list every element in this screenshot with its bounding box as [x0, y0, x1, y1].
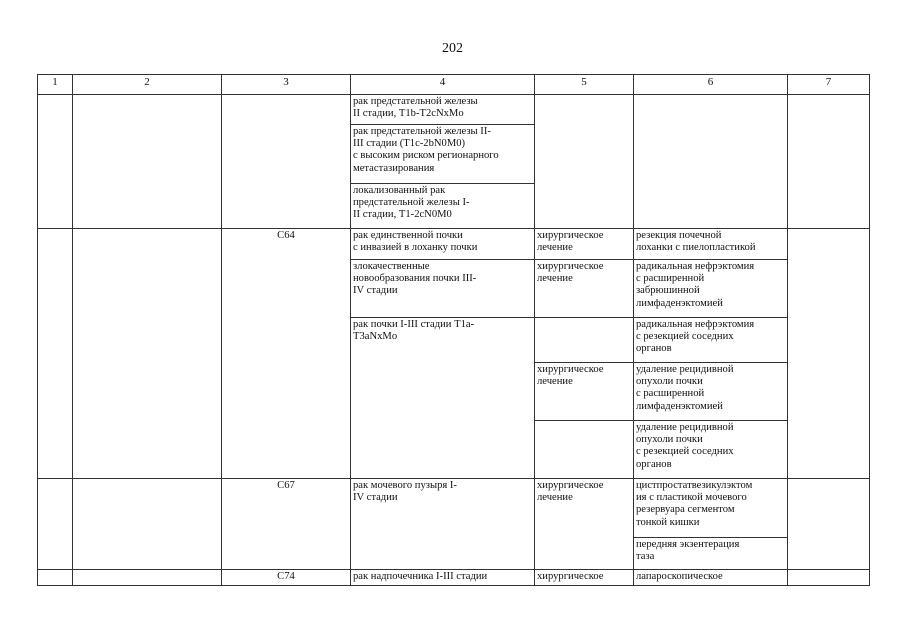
code-cell: C67	[222, 479, 351, 570]
cell-empty	[535, 95, 634, 229]
diagnosis-cell: рак предстательной железы II- III стадии (T1c-2bN0M0) с высоким риском регионарного метастазирования	[351, 125, 535, 184]
col-header-6: 6	[634, 75, 788, 95]
table-row	[38, 479, 870, 538]
cell-empty	[38, 479, 73, 570]
method-cell: цистпростатвезикулэктом ия с пластикой мочевого резервуара сегментом тонкой кишки	[634, 479, 788, 538]
treatment-type-cell: хирургическое	[535, 570, 634, 586]
cell-empty	[38, 229, 73, 479]
table-row	[38, 95, 870, 125]
diagnosis-cell: злокачественные новообразования почки III- IV стадии	[351, 260, 535, 318]
diagnosis-cell: рак надпочечника I-III стадии	[351, 570, 535, 586]
cell-empty	[634, 95, 788, 229]
cell-empty	[535, 318, 634, 363]
code-cell: C74	[222, 570, 351, 586]
diagnosis-cell: рак единственной почки с инвазией в лоханку почки	[351, 229, 535, 260]
col-header-7: 7	[788, 75, 870, 95]
method-cell: радикальная нефрэктомия с резекцией соседних органов	[634, 318, 788, 363]
method-cell: передняя экзентерация таза	[634, 538, 788, 570]
cell-empty	[535, 421, 634, 479]
cell-empty	[788, 479, 870, 570]
treatment-type-cell: хирургическое лечение	[535, 363, 634, 421]
cell-empty	[73, 479, 222, 570]
cell-empty	[788, 229, 870, 479]
cell-empty	[788, 570, 870, 586]
col-header-2: 2	[73, 75, 222, 95]
page-number: 202	[442, 41, 463, 56]
method-cell: резекция почечной лоханки с пиелопластикой	[634, 229, 788, 260]
table-row	[38, 570, 870, 586]
cell-empty	[38, 570, 73, 586]
treatment-type-cell: хирургическое лечение	[535, 229, 634, 260]
table-row	[38, 229, 870, 260]
cell-empty	[73, 95, 222, 229]
cell-empty	[788, 95, 870, 229]
code-cell: C64	[222, 229, 351, 479]
cell-empty	[222, 95, 351, 229]
diagnosis-cell: рак мочевого пузыря I- IV стадии	[351, 479, 535, 570]
method-cell: радикальная нефрэктомия с расширенной забрюшинной лимфаденэктомией	[634, 260, 788, 318]
method-cell: удаление рецидивной опухоли почки с расширенной лимфаденэктомией	[634, 363, 788, 421]
cell-empty	[73, 229, 222, 479]
cell-empty	[38, 95, 73, 229]
diagnosis-cell: рак почки I-III стадии T1a- T3aNxMo	[351, 318, 535, 479]
treatment-type-cell: хирургическое лечение	[535, 260, 634, 318]
col-header-3: 3	[222, 75, 351, 95]
method-cell: лапароскопическое	[634, 570, 788, 586]
header-row	[38, 75, 870, 95]
diagnosis-cell: рак предстательной железы II стадии, T1b-T2cNxMo	[351, 95, 535, 125]
diagnosis-cell: локализованный рак предстательной железы I- II стадии, T1-2cN0M0	[351, 184, 535, 229]
treatment-type-cell: хирургическое лечение	[535, 479, 634, 570]
method-cell: удаление рецидивной опухоли почки с резекцией соседних органов	[634, 421, 788, 479]
col-header-5: 5	[535, 75, 634, 95]
treatment-table	[37, 74, 870, 586]
col-header-4: 4	[351, 75, 535, 95]
cell-empty	[73, 570, 222, 586]
col-header-1: 1	[38, 75, 73, 95]
